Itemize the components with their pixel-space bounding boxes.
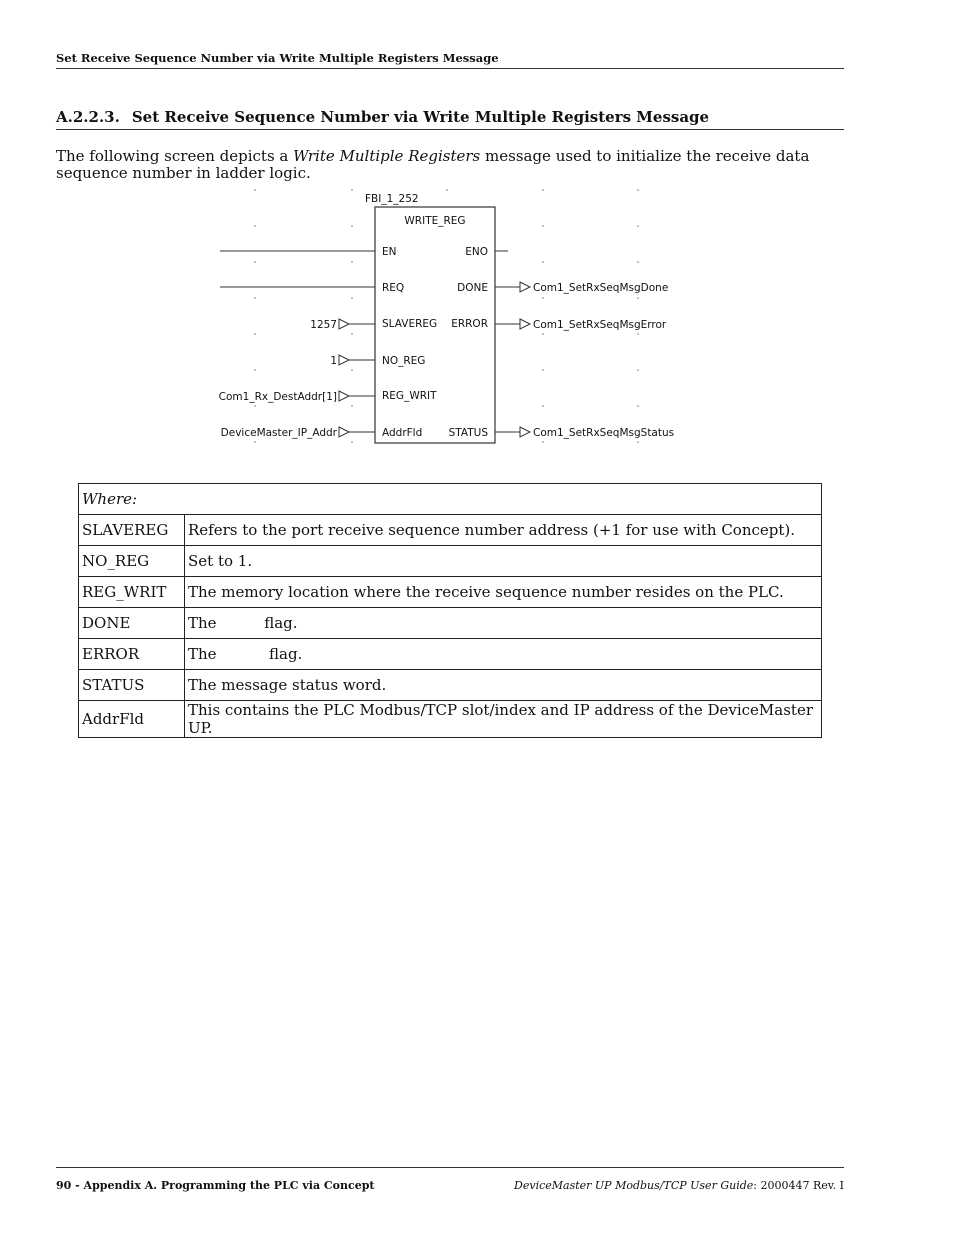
table-row bbox=[79, 546, 822, 577]
term-cell: STATUS bbox=[79, 670, 185, 701]
pin-done: DONE bbox=[457, 282, 488, 294]
where-label: Where bbox=[82, 490, 133, 508]
block-instance-name: FBI_1_252 bbox=[365, 193, 419, 205]
arrow-error-icon bbox=[520, 319, 530, 329]
description-cell: The flag. bbox=[185, 608, 822, 639]
pin-addrfld: AddrFld bbox=[382, 427, 423, 439]
section-title: Set Receive Sequence Number via Write Multiple Registers Message bbox=[131, 108, 710, 126]
footer-page-label: 90 - Appendix A. Programming the PLC via Concept bbox=[56, 1179, 375, 1192]
table-row bbox=[79, 515, 822, 546]
pin-en: EN bbox=[382, 246, 397, 258]
value-done: Com1_SetRxSeqMsgDone bbox=[533, 282, 669, 294]
table-row bbox=[79, 639, 822, 670]
intro-after: message used to initialize the receive data sequence number in ladder logic. bbox=[56, 147, 810, 182]
value-error: Com1_SetRxSeqMsgError bbox=[533, 319, 667, 331]
table-row bbox=[79, 484, 822, 515]
intro-before: The following screen depicts a bbox=[56, 147, 294, 165]
pin-eno: ENO bbox=[465, 246, 488, 258]
value-addrfld: DeviceMaster_IP_Addr bbox=[220, 427, 337, 439]
footer-doc-rev: : 2000447 Rev. I bbox=[753, 1179, 844, 1192]
where-table bbox=[78, 483, 822, 738]
arrow-status-icon bbox=[520, 427, 530, 437]
where-cell: Where: bbox=[79, 484, 822, 515]
table-row bbox=[79, 701, 822, 738]
term-cell: DONE bbox=[79, 608, 185, 639]
description-cell: The message status word. bbox=[185, 670, 822, 701]
term-cell: AddrFld bbox=[79, 701, 185, 738]
description-cell: This contains the PLC Modbus/TCP slot/index and IP address of the DeviceMaster UP. bbox=[185, 701, 822, 738]
term-cell: SLAVEREG bbox=[79, 515, 185, 546]
value-no-reg: 1 bbox=[330, 355, 337, 367]
value-status: Com1_SetRxSeqMsgStatus bbox=[533, 427, 675, 439]
term-cell: REG_WRIT bbox=[79, 577, 185, 608]
term-cell: ERROR bbox=[79, 639, 185, 670]
term-cell: NO_REG bbox=[79, 546, 185, 577]
footer-divider bbox=[56, 1167, 844, 1168]
pin-error: ERROR bbox=[451, 318, 488, 330]
intro-emphasis: Write Multiple Registers bbox=[293, 147, 481, 165]
running-header: Set Receive Sequence Number via Write Multiple Registers Message bbox=[56, 51, 844, 69]
pin-reg-writ: REG_WRIT bbox=[382, 390, 437, 402]
pin-status: STATUS bbox=[448, 427, 488, 439]
section-number: A.2.2.3. bbox=[56, 108, 120, 126]
footer-doc-label bbox=[514, 1179, 844, 1192]
description-cell: Refers to the port receive sequence number address (+1 for use with Concept). bbox=[185, 515, 822, 546]
pin-slavereg: SLAVEREG bbox=[382, 318, 438, 330]
footer-doc-title: DeviceMaster UP Modbus/TCP User Guide bbox=[514, 1179, 754, 1192]
description-cell: The memory location where the receive sequence number resides on the PLC. bbox=[185, 577, 822, 608]
value-reg-writ: Com1_Rx_DestAddr[1] bbox=[218, 391, 337, 403]
arrow-reg-writ-icon bbox=[339, 391, 349, 401]
arrow-done-icon bbox=[520, 282, 530, 292]
description-cell: The flag. bbox=[185, 639, 822, 670]
arrow-addrfld-icon bbox=[339, 427, 349, 437]
description-cell: Set to 1. bbox=[185, 546, 822, 577]
value-slavereg: 1257 bbox=[310, 319, 337, 331]
table-row bbox=[79, 670, 822, 701]
table-row bbox=[79, 608, 822, 639]
pin-no-reg: NO_REG bbox=[382, 355, 426, 367]
arrow-no-reg-icon bbox=[339, 355, 349, 365]
pin-req: REQ bbox=[382, 282, 405, 294]
table-row bbox=[79, 577, 822, 608]
arrow-slavereg-icon bbox=[339, 319, 349, 329]
function-block-diagram bbox=[0, 0, 954, 470]
block-type-label: WRITE_REG bbox=[404, 215, 466, 227]
